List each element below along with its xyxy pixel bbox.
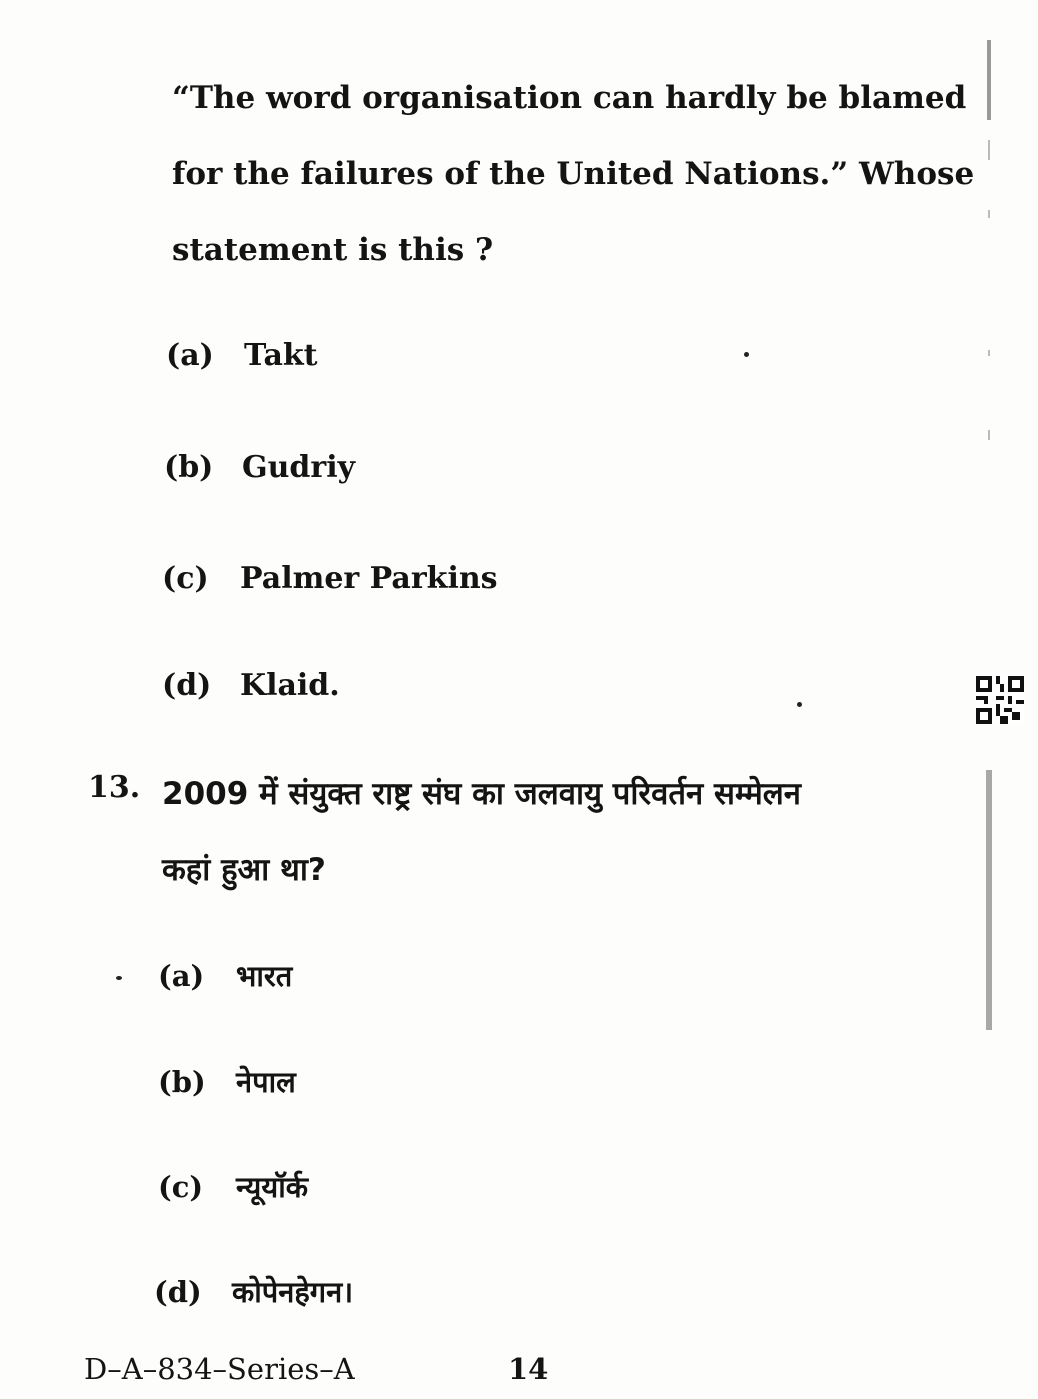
question-13-option-d (154, 1272, 353, 1311)
question-13-option-a (158, 956, 292, 995)
option-label: (b) (164, 450, 214, 485)
option-label: (c) (158, 1170, 204, 1204)
question-13-number: 13. (88, 770, 141, 805)
question-12-text (172, 60, 975, 288)
question-12-option-c (162, 561, 498, 596)
question-13-option-c (158, 1167, 308, 1206)
page-number: 14 (508, 1352, 549, 1386)
option-text: भारत (236, 959, 293, 993)
question-13-text (162, 756, 962, 908)
stray-mark (116, 976, 122, 980)
question-12-option-d (162, 668, 340, 703)
stray-mark (744, 352, 749, 357)
option-label: (b) (158, 1065, 206, 1099)
qr-code-icon (976, 676, 1024, 724)
option-text: नेपाल (236, 1065, 296, 1099)
option-label: (c) (162, 561, 209, 596)
option-text: Gudriy (242, 450, 356, 485)
scan-margin-strip (984, 30, 994, 1030)
option-text: न्यूयॉर्क (236, 1170, 308, 1204)
option-label: (a) (166, 338, 214, 373)
option-text: कोपेनहेगन। (232, 1275, 354, 1309)
option-text: Takt (244, 338, 318, 373)
paper-code: D–A–834–Series–A (84, 1352, 355, 1386)
option-label: (a) (158, 959, 205, 993)
stray-mark (797, 702, 802, 707)
option-text: Palmer Parkins (240, 561, 498, 596)
question-12-option-a (166, 338, 318, 373)
question-12-option-b (164, 450, 355, 485)
question-12-line-1: “The word organisation can hardly be blamed (172, 80, 967, 116)
option-label: (d) (154, 1275, 202, 1309)
option-text: Klaid. (240, 668, 340, 703)
question-13-line-2: कहां हुआ था? (162, 852, 326, 888)
question-12-line-3: statement is this ? (172, 232, 494, 268)
question-12-line-2: for the failures of the United Nations.” Whose (172, 156, 975, 192)
option-label: (d) (162, 668, 212, 703)
question-13-line-1: 2009 में संयुक्त राष्ट्र संघ का जलवायु परिवर्तन सम्मेलन (162, 776, 801, 812)
question-13-option-b (158, 1062, 296, 1101)
